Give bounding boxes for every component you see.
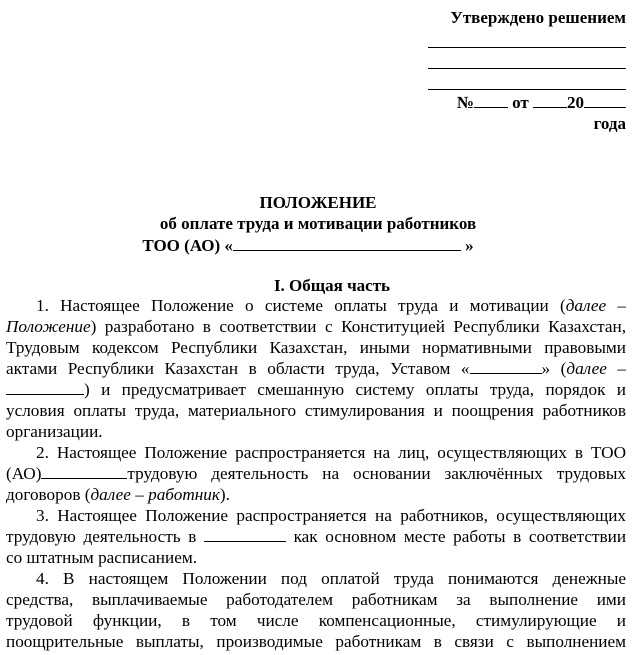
p1-italic: далее – bbox=[565, 296, 626, 315]
approval-blank-line-1 bbox=[428, 47, 626, 48]
p4-line-4: поощрительные выплаты, производимые работникам в связи с выполнением bbox=[6, 632, 626, 651]
document-title: ПОЛОЖЕНИЕ bbox=[259, 193, 377, 212]
p3-text: трудовую деятельность в bbox=[6, 527, 197, 546]
p4-line-1: 4. В настоящем Положении под оплатой труда понимаются денежные bbox=[36, 569, 626, 588]
p3-line-1: 3. Настоящее Положение распространяется на работников, осуществляющих bbox=[36, 506, 626, 525]
company-name-blank bbox=[233, 235, 461, 251]
p1-text: 1. Настоящее Положение о системе оплаты труда и мотивации ( bbox=[36, 296, 566, 315]
p2-text: (АО) bbox=[6, 464, 42, 483]
p2-text: ). bbox=[219, 485, 230, 504]
p1-line-6: условия оплаты труда, материального стимулирования и поощрения работников bbox=[6, 401, 626, 420]
p1-italic: далее – bbox=[566, 359, 626, 378]
approval-blank-line-3 bbox=[428, 89, 626, 90]
p1-text: ) и предусматривает смешанную систему оплаты труда, порядок и bbox=[84, 380, 626, 399]
p2-text: договоров ( bbox=[6, 485, 91, 504]
p1-line-1 bbox=[6, 295, 626, 316]
p1-line-3: Трудовым кодексом Республики Казахстан, иными нормативными правовыми bbox=[6, 338, 626, 357]
p2-text: трудовую деятельность на основании заключённых трудовых bbox=[127, 464, 626, 483]
approval-blank-line-2 bbox=[428, 68, 626, 69]
day-blank bbox=[533, 92, 567, 108]
year-label: года bbox=[593, 114, 626, 133]
company-suffix: » bbox=[465, 236, 474, 255]
p2-line-3 bbox=[6, 484, 626, 505]
approval-title: Утверждено решением bbox=[450, 8, 626, 27]
p1-line-4 bbox=[6, 358, 626, 379]
year-blank bbox=[584, 92, 626, 108]
p4-line-2: средства, выплачиваемые работодателем работникам за выполнение ими bbox=[6, 590, 626, 609]
p1-line-2 bbox=[6, 316, 626, 337]
p4-line-3: трудовой функции, в том числе компенсационные, стимулирующие и bbox=[6, 611, 626, 630]
section-title: I. Общая часть bbox=[273, 276, 391, 295]
charter-blank bbox=[470, 359, 542, 374]
p3-text: как основном месте работы в соответствии bbox=[293, 527, 627, 546]
workplace-blank bbox=[204, 527, 286, 542]
p1-line-5 bbox=[6, 379, 626, 400]
p1-italic-term: Положение bbox=[6, 317, 91, 336]
p1-line-7: организации. bbox=[6, 422, 103, 441]
number-blank bbox=[474, 92, 508, 108]
p1-text: » ( bbox=[541, 359, 567, 378]
p3-line-2 bbox=[6, 526, 626, 547]
company-line bbox=[0, 235, 626, 256]
abbrev-blank bbox=[6, 380, 84, 395]
number-label: № bbox=[456, 93, 474, 112]
p2-line-2 bbox=[6, 463, 626, 484]
p3-line-3: со штатным расписанием. bbox=[6, 548, 198, 567]
p2-line-1: 2. Настоящее Положение распространяется на лиц, осуществляющих в ТОО bbox=[36, 443, 626, 462]
p2-italic: далее – работник bbox=[90, 485, 220, 504]
approval-number-date bbox=[457, 92, 626, 113]
year-prefix: 20 bbox=[567, 93, 584, 112]
p1-text: ) разработано в соответствии с Конституцией Республики Казахстан, bbox=[90, 317, 626, 336]
document-subtitle: об оплате труда и мотивации работников bbox=[159, 214, 477, 233]
organization-blank bbox=[41, 464, 127, 479]
company-prefix: ТОО (АО) « bbox=[142, 236, 233, 255]
p1-text: актами Республики Казахстан в области труда, Уставом « bbox=[6, 359, 470, 378]
from-label: от bbox=[512, 93, 529, 112]
